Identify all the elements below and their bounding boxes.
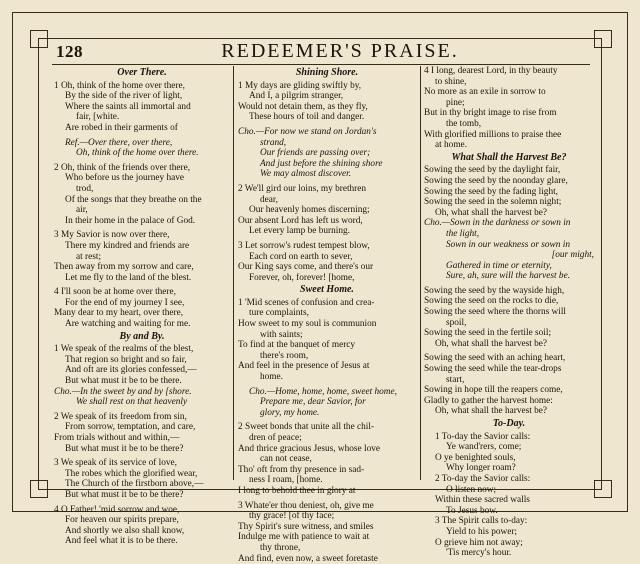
verse-line: Prepare me, dear Savior, for xyxy=(260,397,366,408)
verse-line: 2 Oh, think of the friends over there, xyxy=(54,162,191,173)
verse-line: For the end of my journey I see, xyxy=(65,297,185,308)
verse-line: the tomb, xyxy=(446,118,482,129)
verse-line: 3 We speak of its service of love, xyxy=(54,458,178,469)
verse-line: can not cease, xyxy=(260,454,312,465)
verse-line: Our absent Lord has left us word, xyxy=(238,215,363,226)
verse-line: strand, xyxy=(260,137,287,148)
verse-line: Oh, think of the home over there. xyxy=(76,148,199,159)
verse-line: And oft are its glories confessed,— xyxy=(65,365,197,376)
verse-line: Gathered in time or eternity, xyxy=(446,260,552,271)
verse-line: Cho.—For now we stand on Jordan's xyxy=(238,126,377,137)
page-number: 128 xyxy=(56,42,83,61)
verse-line: Sowing the seed by the wayside high, xyxy=(424,285,565,296)
verse-line: 1 'Mid scenes of confusion and crea- xyxy=(238,297,375,308)
verse-line: Oh, what shall the harvest be? xyxy=(435,338,548,349)
verse-line: But what must it be to be there? xyxy=(65,489,184,500)
verse-line: 3 My Savior is now over there, xyxy=(54,230,170,241)
verse-line: with saints; xyxy=(260,329,303,340)
verse-line: O listen now; xyxy=(446,484,497,495)
verse-line: Oh, what shall the harvest be? xyxy=(435,406,548,417)
verse-line: Sowing the seed with an aching heart, xyxy=(424,353,566,364)
verse-line: Tho' oft from thy presence in sad- xyxy=(238,464,365,475)
verse-line: dear, xyxy=(260,194,278,205)
verse-line: Ref.—Over there, over there, xyxy=(65,137,173,148)
verse-line: Our heavenly homes discerning; xyxy=(249,205,370,216)
verse-line: Sure, ah, sure will the harvest be. xyxy=(446,271,571,282)
verse-line: O ye benighted souls, xyxy=(435,452,516,463)
verse-line: But in thy bright image to rise from xyxy=(424,108,557,119)
verse-line: How sweet to my soul is communion xyxy=(238,319,377,330)
verse-line: trod, xyxy=(76,183,94,194)
verse-line: And I, a pilgrim stranger, xyxy=(249,91,344,102)
verse-line: thy throne, xyxy=(260,542,301,553)
verse-line: Sowing the seed by the daylight fair, xyxy=(424,165,561,176)
verse-line: Gladly to gather the harvest home: xyxy=(424,395,553,406)
verse-line: to shine, xyxy=(435,76,467,87)
verse-line: at rest; xyxy=(76,251,102,262)
verse-line: Oh, what shall the harvest be? xyxy=(435,207,548,218)
verse-line: Thy Spirit's sure witness, and smiles xyxy=(238,521,374,532)
verse-line: 2 We'll gird our loins, my brethren xyxy=(238,183,367,194)
hymn-title: Sweet Home. xyxy=(300,284,354,296)
verse-line: For heaven our spirits prepare, xyxy=(65,515,179,526)
verse-line: Cho.—Home, home, home, sweet home, xyxy=(249,386,397,397)
hymn-title: Over There. xyxy=(117,67,167,78)
verse-line: glory, my home. xyxy=(260,407,320,418)
verse-line: Why longer roam? xyxy=(446,463,516,474)
verse-line: 4 I long, dearest Lord, in thy beauty xyxy=(424,66,558,76)
verse-line: the light, xyxy=(446,228,480,239)
verse-line: Ye wand'rers, come; xyxy=(446,442,522,453)
verse-line: We shall rest on that heavenly xyxy=(76,397,188,408)
title-rule xyxy=(52,64,590,65)
column-divider-2 xyxy=(420,66,421,480)
verse-line: But what must it be to be there. xyxy=(65,376,182,387)
verse-line: spoil, xyxy=(446,317,467,328)
verse-line: With glorified millions to praise thee xyxy=(424,129,562,140)
verse-line: air, xyxy=(76,205,88,216)
verse-line: Our friends are passing over; xyxy=(260,148,371,159)
verse-line: Then away from my sorrow and care, xyxy=(54,262,194,273)
verse-line: And feel in the presence of Jesus at xyxy=(238,361,370,372)
verse-line: Many dear to my heart, over there, xyxy=(54,308,184,319)
verse-line: Yield to his power; xyxy=(446,526,518,537)
verse-line: thy grace! [of thy face; xyxy=(249,511,335,522)
corner-ornament-top-right xyxy=(594,30,612,48)
verse-line: Would not detain them, as they fly, xyxy=(238,101,368,112)
verse-line: ness I roam, [home. xyxy=(249,475,323,486)
verse-line: And find, even now, a sweet foretaste xyxy=(238,553,378,564)
corner-ornament-bottom-right xyxy=(594,480,612,498)
verse-line: O grieve him not away; xyxy=(435,537,523,548)
verse-line: 4 O Father! 'mid sorrow and woe, xyxy=(54,504,180,515)
verse-line: Our King says come, and there's our xyxy=(238,262,374,273)
verse-line: Sowing the seed in the fertile soil; xyxy=(424,328,552,339)
verse-line: Forever, oh, forever! [home, xyxy=(249,272,355,283)
verse-line: Cho.—Sown in the darkness or sown in xyxy=(424,218,571,229)
verse-line: Are robed in their garments of xyxy=(65,122,178,133)
verse-line: And thrice gracious Jesus, whose love xyxy=(238,443,381,454)
verse-line: pine; xyxy=(446,97,465,108)
verse-line: Each cord on earth to sever, xyxy=(249,251,353,262)
hymn-title: What Shall the Harvest Be? xyxy=(451,151,567,163)
verse-line: 2 Sweet bonds that unite all the chil- xyxy=(238,422,375,433)
verse-line: 1 Oh, think of the home over there, xyxy=(54,80,185,91)
verse-line: But what must it be to be there? xyxy=(65,443,184,454)
verse-line: 1 We speak of the realms of the blest, xyxy=(54,344,194,355)
verse-line: Sowing the seed by the noonday glare, xyxy=(424,175,568,186)
hymn-title: To-Day. xyxy=(492,418,526,429)
verse-line: By the side of the river of light, xyxy=(65,91,183,102)
verse-line: Sown in our weakness or sown in xyxy=(446,239,570,250)
verse-line: 1 To-day the Savior calls: xyxy=(435,431,531,442)
verse-line: 'Tis mercy's hour. xyxy=(446,548,512,559)
verse-line: Let every lamp be burning. xyxy=(249,226,350,237)
verse-line: Cho.—In the sweet by and by [shore. xyxy=(54,386,192,397)
verse-line: These hours of toil and danger. xyxy=(249,112,365,123)
verse-line: Sowing in hope till the reapers come, xyxy=(424,385,563,396)
verse-line: The robes which the glorified wear, xyxy=(65,468,198,479)
verse-line: Sowing the seed while the tear-drops xyxy=(424,364,562,375)
verse-line: There my kindred and friends are xyxy=(65,240,190,251)
verse-line: And feel what it is to be there. xyxy=(65,536,178,547)
verse-line: Within these sacred walls xyxy=(435,495,530,506)
verse-line: Of the songs that they breathe on the xyxy=(65,194,202,205)
verse-line: 4 I'll soon be at home over there, xyxy=(54,287,176,298)
verse-line: Sowing the seed where the thorns will xyxy=(424,307,567,318)
corner-ornament-top-left xyxy=(30,30,48,48)
verse-line: Indulge me with patience to wait at xyxy=(238,532,370,543)
verse-line: I long to behold thee in glory at xyxy=(238,485,356,496)
column-left xyxy=(54,66,230,547)
hymn-title: By and By. xyxy=(119,330,165,342)
verse-line: Who before us the journey have xyxy=(65,173,185,184)
verse-line: Are watching and waiting for me. xyxy=(65,319,191,330)
verse-line: We may almost discover. xyxy=(260,169,352,180)
verse-line: 2 To-day the Savior calls: xyxy=(435,473,531,484)
verse-line: In their home in the palace of God. xyxy=(65,215,196,226)
verse-line: home. xyxy=(260,372,283,383)
verse-line: start, xyxy=(446,374,465,385)
hymn-title: Shining Shore. xyxy=(295,67,359,78)
verse-line: Sowing the seed on the rocks to die, xyxy=(424,296,559,307)
verse-line: The Church of the firstborn above,— xyxy=(65,479,204,490)
column-right xyxy=(424,66,594,559)
verse-line: Let me fly to the land of the blest. xyxy=(65,272,192,283)
verse-line: Where the saints all immortal and xyxy=(65,101,191,112)
verse-line: dren of peace; xyxy=(249,433,302,443)
verse-line: there's room, xyxy=(260,350,309,361)
verse-line: And just before the shining shore xyxy=(260,158,383,169)
verse-line: Sowing the seed by the fading light, xyxy=(424,186,559,197)
verse-line: Sowing the seed in the solemn night; xyxy=(424,197,562,208)
verse-line: No more as an exile in sorrow to xyxy=(424,87,546,98)
verse-line: 3 The Spirit calls to-day: xyxy=(435,516,528,527)
corner-ornament-bottom-left xyxy=(30,480,48,498)
verse-line: 1 My days are gliding swiftly by, xyxy=(238,80,362,91)
verse-line: 3 Let sorrow's rudest tempest blow, xyxy=(238,240,370,251)
verse-line: To find at the banquet of mercy xyxy=(238,340,356,351)
verse-line: fair, [white. xyxy=(76,112,120,123)
column-middle xyxy=(238,66,416,564)
verse-line: 2 We speak of its freedom from sin, xyxy=(54,411,187,422)
verse-line: 3 Whate'er thou deniest, oh, give me xyxy=(238,500,374,511)
column-divider-1 xyxy=(233,66,234,480)
verse-line: To Jesus bow. xyxy=(446,505,498,516)
page-title: REDEEMER'S PRAISE. xyxy=(221,40,459,62)
verse-line: ture complaints, xyxy=(249,308,309,319)
verse-line: And shortly we also shall know, xyxy=(65,525,185,536)
verse-line: [our might, xyxy=(551,250,594,261)
verse-line: at home. xyxy=(435,140,468,151)
verse-line: From sorrow, temptation, and care, xyxy=(65,422,196,433)
verse-line: That region so bright and so fair, xyxy=(65,354,187,365)
verse-line: From trials without and within,— xyxy=(54,433,180,443)
